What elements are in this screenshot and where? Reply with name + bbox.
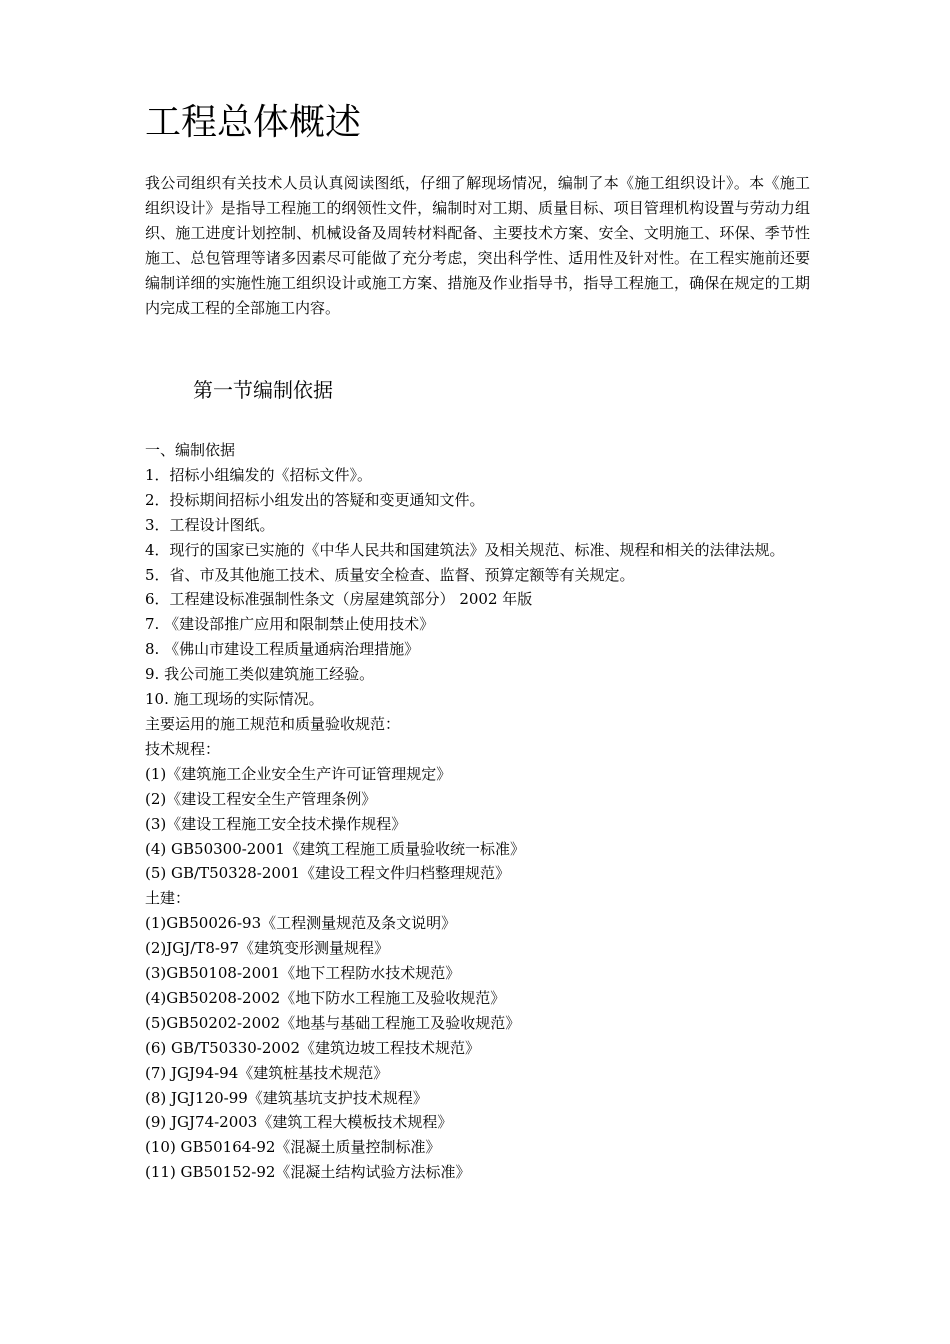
list-item: (2)JGJ/T8-97《建筑变形测量规程》 [145,939,390,958]
list-item: (7) JGJ94-94《建筑桩基技术规范》 [145,1063,389,1082]
list-item: (11) GB50152-92《混凝土结构试验方法标准》 [145,1163,471,1182]
list-item: 4．现行的国家已实施的《中华人民共和国建筑法》及相关规范、标准、规程和相关的法律法规。 [145,540,785,559]
list-item: 1．招标小组编发的《招标文件》。 [145,465,373,484]
list-item: (9) JGJ74-2003《建筑工程大模板技术规程》 [145,1113,453,1132]
list-item: (4) GB50300-2001《建筑工程施工质量验收统一标准》 [145,839,525,858]
document-title: 工程总体概述 [145,102,362,143]
list-item: (4)GB50208-2002《地下防水工程施工及验收规范》 [145,988,506,1007]
list-item: 7. 《建设部推广应用和限制禁止使用技术》 [145,615,435,634]
list-item: 6．工程建设标准强制性条文（房屋建筑部分） 2002 年版 [145,590,533,609]
list-item: 技术规程： [145,739,221,758]
list-item: (5) GB/T50328-2001《建设工程文件归档整理规范》 [145,864,511,883]
list-item: (6) GB/T50330-2002《建筑边坡工程技术规范》 [145,1038,481,1057]
section-heading: 第一节编制依据 [193,378,333,402]
list-item: 8. 《佛山市建设工程质量通病治理措施》 [145,640,420,659]
intro-paragraph: 我公司组织有关技术人员认真阅读图纸，仔细了解现场情况，编制了本《施工组织设计》。本《施工组织设计》是指导工程施工的纲领性文件，编制时对工期、质量目标、项目管理机构设置与劳动力组织、施工进度计划控制、机械设备及周转材料配备、主要技术方案、安全、文明施工、环保、季节性施工、总包管理等诸多因素尽可能做了充分考虑，突出科学性、适用性及针对性。在工程实施前还要编制详细的实施性施工组织设计或施工方案、措施及作业指导书，指导工程施工，确保在规定的工期内完成工程的全部施工内容。 [145,174,810,317]
list-item: 9. 我公司施工类似建筑施工经验。 [145,665,375,684]
list-item: (3)《建设工程施工安全技术操作规程》 [145,814,407,833]
list-item: (1)GB50026-93《工程测量规范及条文说明》 [145,914,457,933]
list-item: (5)GB50202-2002《地基与基础工程施工及验收规范》 [145,1013,521,1032]
basis-list [145,438,810,1185]
list-item: 主要运用的施工规范和质量验收规范： [145,714,401,733]
list-item: (3)GB50108-2001《地下工程防水技术规范》 [145,964,461,983]
list-item: 一、编制依据 [145,441,236,459]
list-item: (1)《建筑施工企业安全生产许可证管理规定》 [145,764,452,783]
list-item: (10) GB50164-92《混凝土质量控制标准》 [145,1138,441,1157]
list-item: 3．工程设计图纸。 [145,515,275,534]
list-item: 5．省、市及其他施工技术、质量安全检查、监督、预算定额等有关规定。 [145,565,635,584]
list-item: (2)《建设工程安全生产管理条例》 [145,789,377,808]
list-item: 10. 施工现场的实际情况。 [145,690,324,709]
list-item: 土建： [145,889,191,908]
list-item: 2．投标期间招标小组发出的答疑和变更通知文件。 [145,490,485,509]
list-item: (8) JGJ120-99《建筑基坑支护技术规程》 [145,1088,428,1107]
